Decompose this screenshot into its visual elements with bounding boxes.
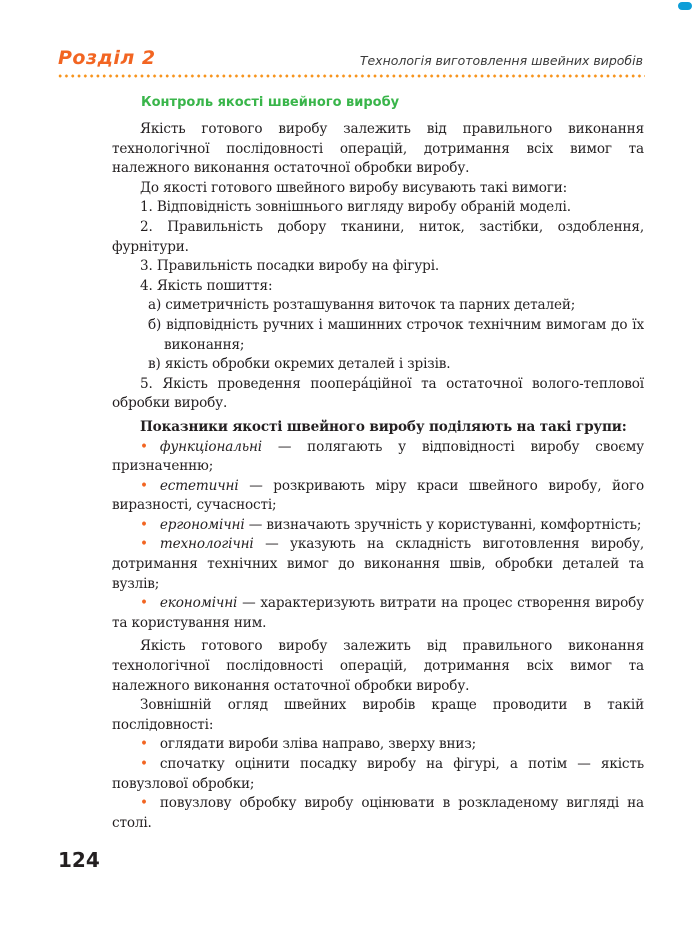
chapter-label: Розділ 2	[58, 47, 156, 69]
bullet-icon: •	[140, 595, 148, 612]
group-item-ergonomic	[112, 516, 644, 536]
inspection-text: повузлову обробку виробу оцінювати в розкладеному вигляді на столі.	[112, 795, 644, 831]
page-number: 124	[58, 848, 100, 872]
requirement-2: 2. Правильність добору тканини, ниток, застібки, оздоблення, фурнітури.	[112, 218, 644, 255]
group-term: технологічні	[159, 536, 254, 553]
section-title: Контроль якості швейного виробу	[141, 95, 400, 110]
bullet-icon: •	[140, 477, 148, 494]
bullet-icon: •	[140, 438, 148, 455]
header-dotted-divider	[57, 74, 645, 78]
group-text: — розкривають міру краси швейного виробу, його виразності, сучасності;	[112, 477, 644, 514]
bullet-icon: •	[140, 736, 148, 753]
inspection-item-1	[112, 735, 644, 755]
group-term: ергономічні	[159, 516, 245, 533]
requirement-3: 3. Правильність посадки виробу на фігурі.	[140, 258, 440, 275]
requirement-4: 4. Якість пошиття:	[140, 277, 273, 294]
inspection-text: спочатку оцінити посадку виробу на фігурі, а потім — якість повузлової обробки;	[112, 756, 644, 792]
repeat-paragraph: Якість готового виробу залежить від правильного виконання технологічної послідовності операцій, дотримання всіх вимог та належного виконання остаточної обробки виробу.	[112, 638, 644, 694]
inspection-intro: Зовнішній огляд швейних виробів краще проводити в такій послідовності:	[112, 697, 644, 733]
requirement-1: 1. Відповідність зовнішнього вигляду виробу обраній моделі.	[140, 199, 571, 216]
bullet-icon: •	[140, 756, 148, 772]
group-term: естетичні	[159, 477, 239, 494]
group-term: економічні	[159, 595, 238, 612]
requirement-4c: в) якість обробки окремих деталей і зрізів.	[148, 356, 451, 373]
page-body	[112, 120, 644, 833]
group-text: — визначають зручність у користуванні, комфортність;	[244, 516, 642, 533]
group-text: — характеризують витрати на процес створення виробу та користування ним.	[112, 595, 644, 631]
group-text: — указують на складність виготовлення виробу, дотримання технічних вимог до виконання швів, обробки деталей та вузлів;	[112, 536, 644, 592]
groups-heading: Показники якості швейного виробу поділяють на такі групи:	[140, 418, 627, 435]
requirement-4a: а) симетричність розташування виточок та парних деталей;	[148, 297, 576, 314]
running-header-title: Технологія виготовлення швейних виробів	[359, 53, 643, 68]
group-item-aesthetic	[112, 477, 644, 516]
group-term: функціональні	[159, 438, 262, 455]
group-item-functional	[112, 438, 644, 477]
inspection-text: оглядати вироби зліва направо, зверху вниз;	[159, 736, 477, 753]
intro-paragraph: Якість готового виробу залежить від правильного виконання технологічної послідовності операцій, дотримання всіх вимог та належного виконання остаточної обробки виробу.	[112, 121, 644, 177]
inspection-item-2	[112, 755, 644, 794]
group-text: — полягають у відповідності виробу своєму призначенню;	[112, 438, 644, 475]
bullet-icon: •	[140, 795, 148, 812]
corner-badge	[678, 2, 692, 10]
bullet-icon: •	[140, 536, 148, 553]
inspection-item-3	[112, 794, 644, 833]
requirement-4b: б) відповідність ручних і машинних строчок технічним вимогам до їх виконання;	[148, 316, 644, 353]
requirements-intro: До якості готового швейного виробу висувають такі вимоги:	[140, 179, 568, 196]
group-item-technological	[112, 535, 644, 594]
requirement-5: 5. Якість проведення пооперáційної та остаточної волого-теплової обробки виробу.	[112, 375, 644, 412]
bullet-icon: •	[140, 516, 148, 533]
group-item-economic	[112, 594, 644, 633]
